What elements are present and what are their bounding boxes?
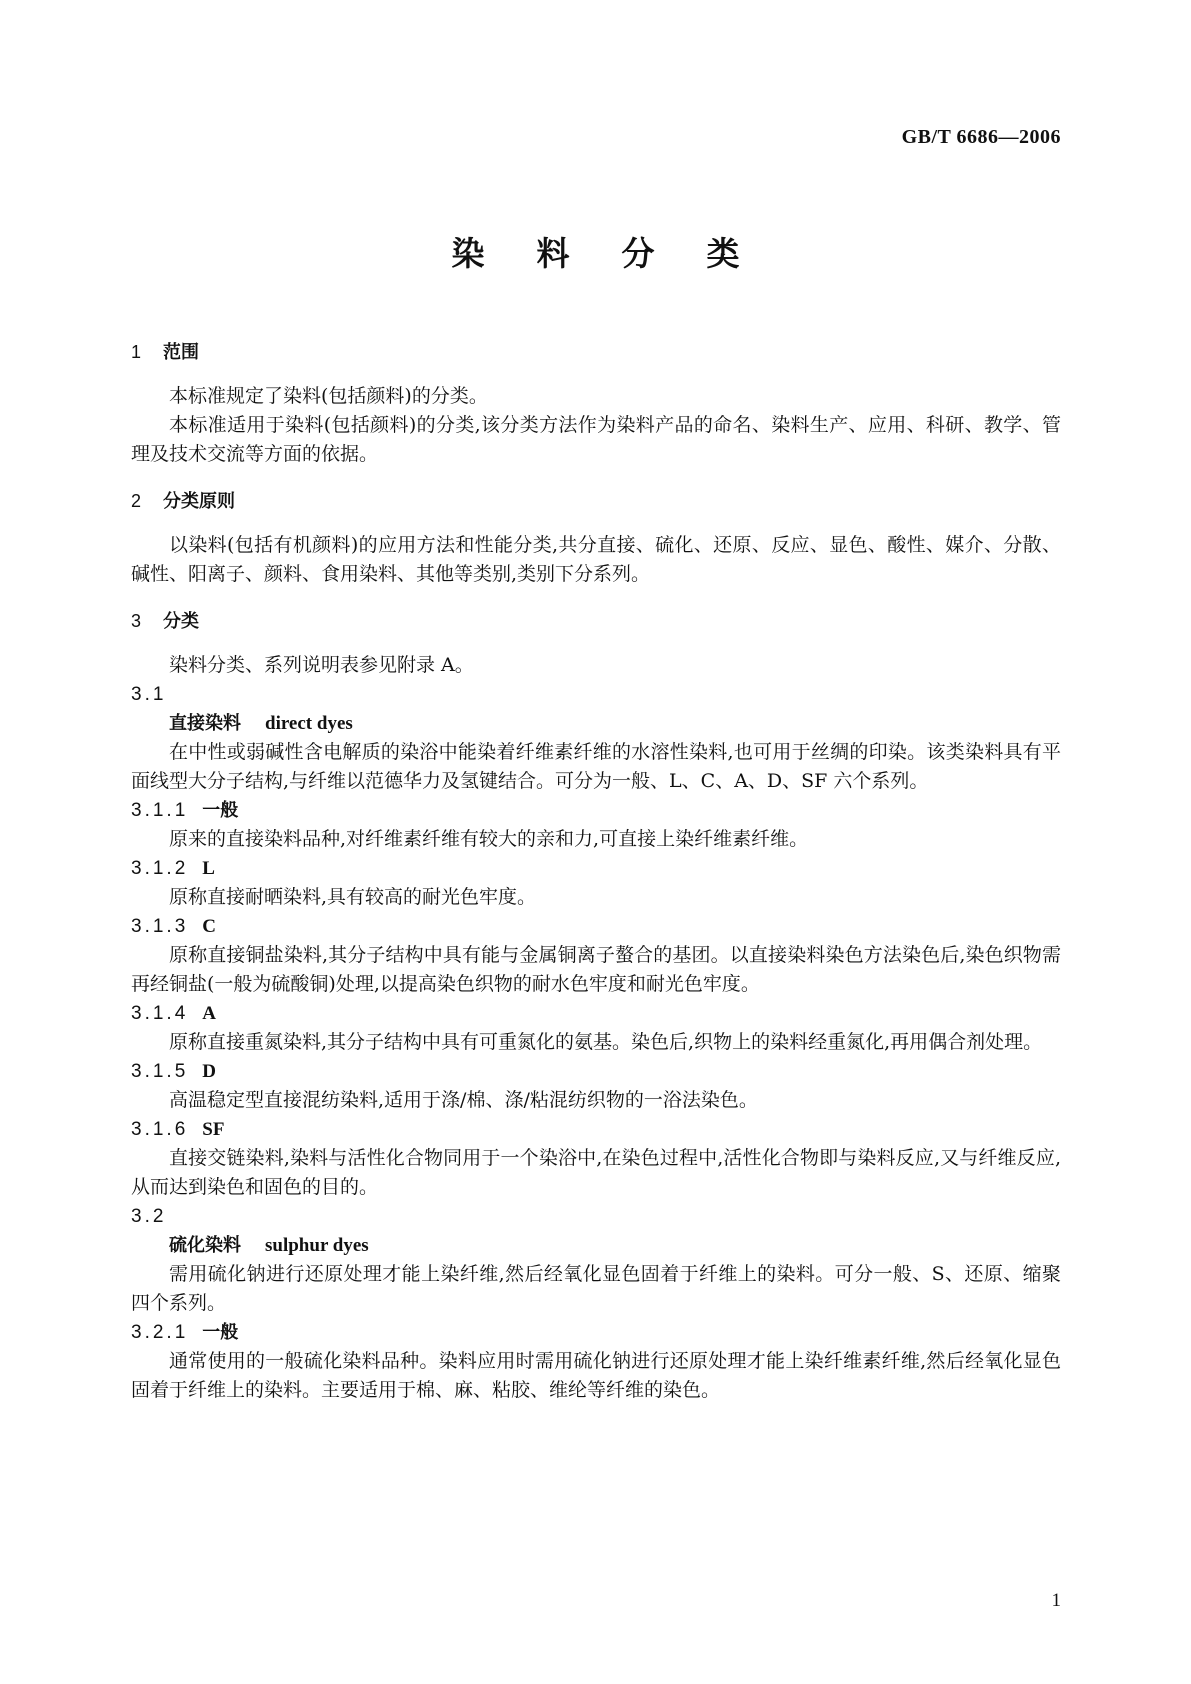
term-definition: 在中性或弱碱性含电解质的染浴中能染着纤维素纤维的水溶性染料,也可用于丝绸的印染。该类染料具有平面线型大分子结构,与纤维以范德华力及氢键结合。可分为一般、L、C、A、D、SF 六个系列。 [131, 741, 1061, 792]
section-title: 范围 [163, 342, 199, 363]
clause-heading: 3.1.1 一般 [131, 800, 239, 821]
clause-heading: 3.1.6 SF [131, 1119, 225, 1140]
term-direct-dyes [131, 709, 1061, 738]
clause-text: 原来的直接染料品种,对纤维素纤维有较大的亲和力,可直接上染纤维素纤维。 [169, 828, 809, 850]
term-chinese: 硫化染料 [169, 1235, 241, 1256]
clause-heading: 3.2.1 一般 [131, 1322, 239, 1343]
standard-code: GB/T 6686—2006 [901, 126, 1061, 148]
clause-text: 通常使用的一般硫化染料品种。染料应用时需用硫化钠进行还原处理才能上染纤维素纤维,然后经氧化显色固着于纤维上的染料。主要适用于棉、麻、粘胶、维纶等纤维的染色。 [131, 1350, 1061, 1401]
title-char: 染 [451, 234, 485, 273]
clause-number: 3.1 [131, 684, 167, 705]
clause-text: 原称直接重氮染料,其分子结构中具有可重氮化的氨基。染色后,织物上的染料经重氮化,再用偶合剂处理。 [169, 1031, 1043, 1053]
clause-heading: 3.1.5 D [131, 1061, 216, 1082]
clause-heading: 3.1.4 A [131, 1003, 216, 1024]
clause-heading: 3.1.2 L [131, 858, 215, 879]
clause-heading: 3.1.3 C [131, 916, 216, 937]
section-heading-scope [131, 338, 1061, 367]
term-chinese: 直接染料 [169, 713, 241, 734]
paragraph: 本标准规定了染料(包括颜料)的分类。 [169, 385, 488, 407]
section-number: 2 [131, 491, 142, 511]
section-number: 1 [131, 342, 142, 362]
section-number: 3 [131, 611, 142, 631]
clause-number: 3.2 [131, 1206, 167, 1227]
title-char: 料 [536, 234, 570, 273]
paragraph: 本标准适用于染料(包括颜料)的分类,该分类方法作为染料产品的命名、染料生产、应用、科研、教学、管理及技术交流等方面的依据。 [131, 414, 1061, 465]
section-title: 分类 [163, 611, 199, 632]
term-english: sulphur dyes [265, 1235, 369, 1256]
clause-text: 高温稳定型直接混纺染料,适用于涤/棉、涤/粘混纺织物的一浴法染色。 [169, 1089, 758, 1111]
term-sulphur-dyes [131, 1231, 1061, 1260]
clause-text: 原称直接耐晒染料,具有较高的耐光色牢度。 [169, 886, 537, 908]
page-number: 1 [1051, 1590, 1061, 1611]
term-definition: 需用硫化钠进行还原处理才能上染纤维,然后经氧化显色固着于纤维上的染料。可分一般、S、还原、缩聚四个系列。 [131, 1263, 1061, 1314]
section-title: 分类原则 [163, 491, 235, 512]
paragraph: 以染料(包括有机颜料)的应用方法和性能分类,共分直接、硫化、还原、反应、显色、酸性、媒介、分散、碱性、阳离子、颜料、食用染料、其他等类别,类别下分系列。 [131, 534, 1061, 585]
section-heading-classification [131, 607, 1061, 636]
term-english: direct dyes [265, 713, 353, 734]
section-heading-principle [131, 487, 1061, 516]
title-char: 分 [621, 234, 655, 273]
clause-text: 原称直接铜盐染料,其分子结构中具有能与金属铜离子螯合的基团。以直接染料染色方法染色后,染色织物需再经铜盐(一般为硫酸铜)处理,以提高染色织物的耐水色牢度和耐光色牢度。 [131, 944, 1061, 995]
document-body [131, 338, 1061, 1405]
title-char: 类 [706, 234, 740, 273]
paragraph: 染料分类、系列说明表参见附录 A。 [169, 654, 474, 676]
document-title [0, 228, 1191, 275]
clause-text: 直接交链染料,染料与活性化合物同用于一个染浴中,在染色过程中,活性化合物即与染料反应,又与纤维反应,从而达到染色和固色的目的。 [131, 1147, 1061, 1198]
